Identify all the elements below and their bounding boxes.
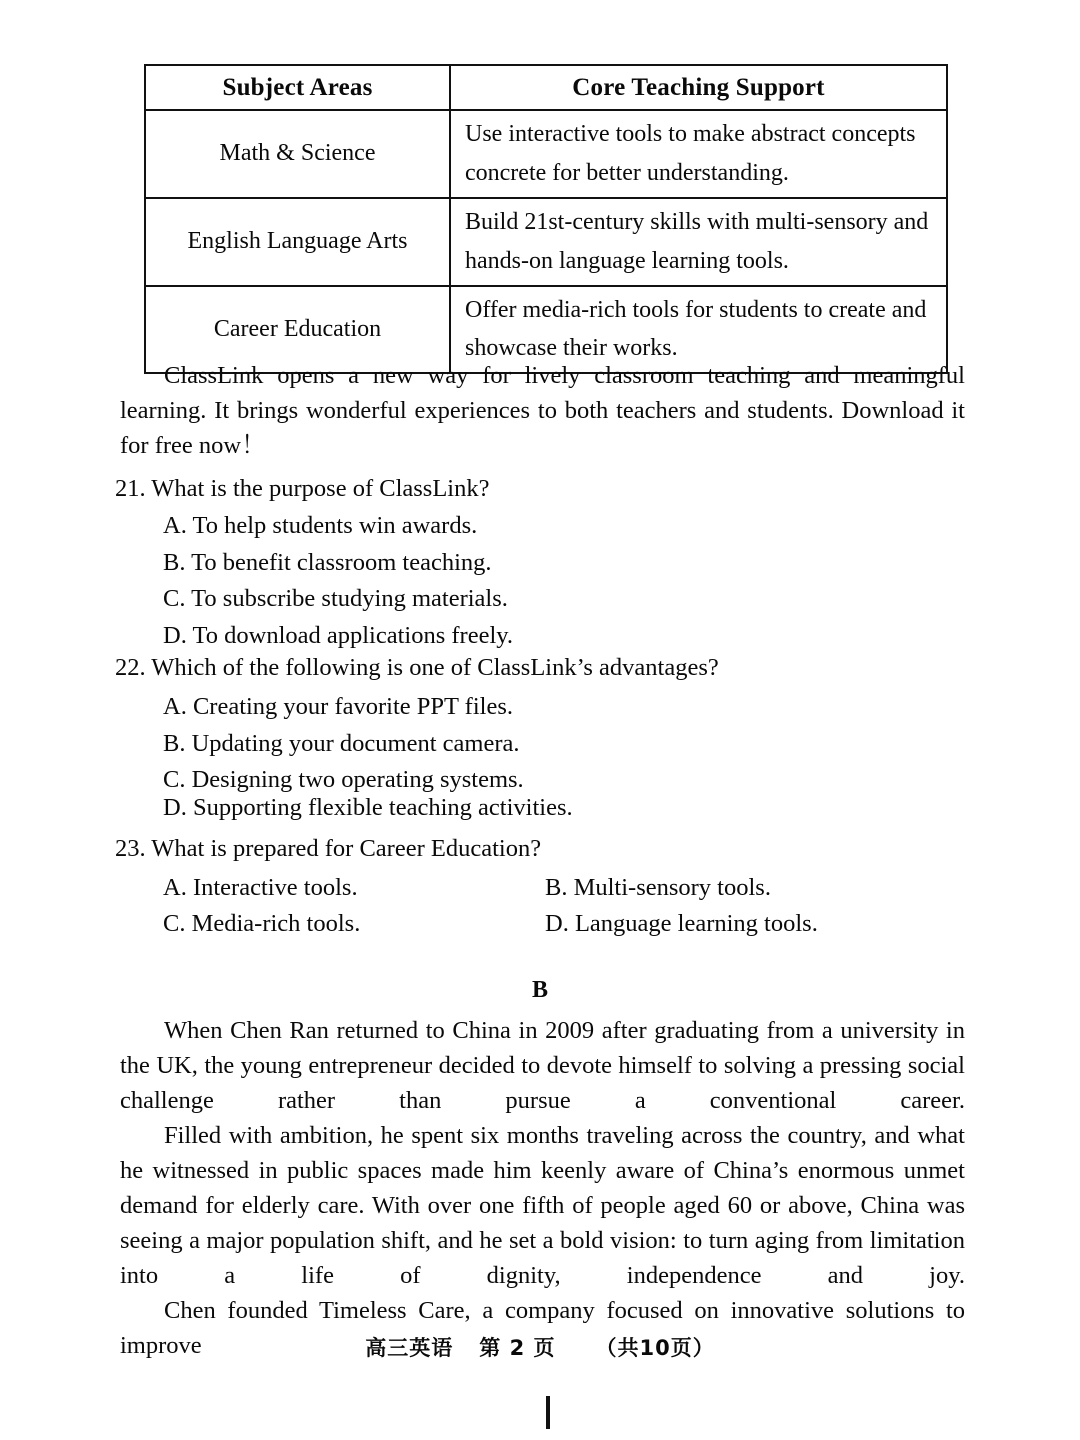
section-label-b: B	[531, 977, 548, 1003]
table-cell-subject: Math & Science	[145, 110, 450, 198]
question-21-option-c[interactable]: C. To subscribe studying materials.	[163, 585, 508, 612]
question-22-option-d[interactable]: D. Supporting flexible teaching activities.	[163, 794, 573, 821]
intro-paragraph: ClassLink opens a new way for lively classroom teaching and meaningful learning. It brings wonderful experiences to both teachers and students. Download it for free now！	[120, 362, 965, 459]
question-23-option-d[interactable]: D. Language learning tools.	[545, 910, 818, 937]
question-21-option-b[interactable]: B. To benefit classroom teaching.	[163, 548, 492, 576]
table-header-row	[145, 65, 947, 110]
question-22-option-a[interactable]: A. Creating your favorite PPT files.	[163, 693, 513, 720]
table-cell-subject: English Language Arts	[145, 198, 450, 286]
question-23-stem: 23. What is prepared for Career Education?	[115, 835, 542, 862]
table-cell-support: Build 21st-century skills with multi-sensory and hands-on language learning tools.	[450, 198, 947, 286]
question-22-option-b[interactable]: B. Updating your document camera.	[163, 729, 520, 757]
binding-mark	[546, 1396, 550, 1429]
question-21-stem: 21. What is the purpose of ClassLink?	[115, 475, 490, 502]
question-22-option-c[interactable]: C. Designing two operating systems.	[163, 766, 524, 793]
question-22-stem: 22. Which of the following is one of ClassLink’s advantages?	[115, 654, 719, 681]
question-21-option-d[interactable]: D. To download applications freely.	[163, 621, 514, 649]
page-footer	[0, 1332, 1080, 1362]
table-row	[145, 110, 947, 198]
table-row	[145, 198, 947, 286]
passage-b-paragraph-1: When Chen Ran returned to China in 2009 after graduating from a university in the UK, the young entrepreneur decided to devote himself to solving a pressing social challenge rather than pursue a conventional career.	[120, 1017, 965, 1114]
footer-subject: 高三英语	[365, 1336, 454, 1360]
subject-support-table	[144, 64, 948, 374]
footer-page-prefix: 第	[479, 1336, 502, 1360]
table-header-core-teaching-support: Core Teaching Support	[450, 65, 947, 110]
table-header-subject-areas: Subject Areas	[145, 65, 450, 110]
passage-b-paragraph-2: Filled with ambition, he spent six months traveling across the country, and what he witnessed in public spaces made him keenly aware of China’s enormous unmet demand for elderly care. With over one fifth of people aged 60 or above, China was seeing a major population shift, and he set a bold vision: to turn aging from limitation into a life of dignity, independence and joy.	[120, 1122, 965, 1289]
question-23-option-a[interactable]: A. Interactive tools.	[163, 874, 358, 901]
passage-b-paragraph-3: Chen founded Timeless Care, a company focused on innovative solutions to improve	[120, 1297, 965, 1359]
footer-page-number: 2	[509, 1336, 526, 1360]
question-21-option-a[interactable]: A. To help students win awards.	[163, 512, 478, 539]
question-23-option-c[interactable]: C. Media-rich tools.	[163, 910, 361, 937]
question-23-option-b[interactable]: B. Multi-sensory tools.	[545, 874, 771, 901]
footer-total-pages: （共10页）	[595, 1336, 715, 1360]
footer-page-suffix: 页	[533, 1336, 556, 1360]
table-cell-support: Use interactive tools to make abstract concepts concrete for better understanding.	[450, 110, 947, 198]
table-cell-subject: Career Education	[145, 286, 450, 374]
table-cell-support: Offer media-rich tools for students to create and showcase their works.	[450, 286, 947, 374]
